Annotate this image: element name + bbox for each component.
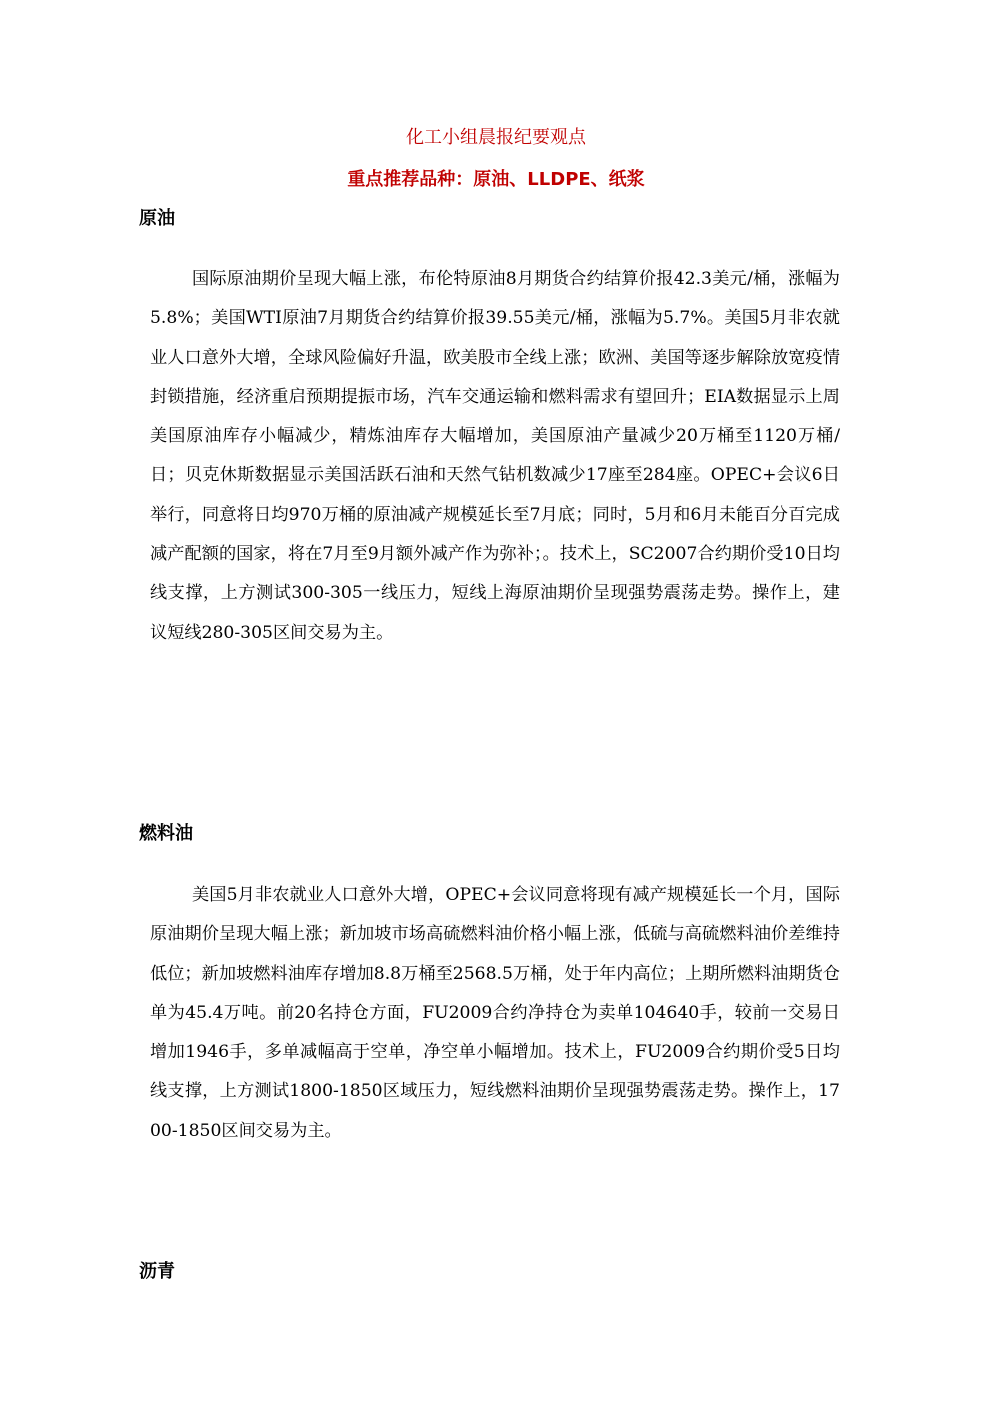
section-heading-crude-oil: 原油	[139, 208, 175, 229]
recommended-products-subtitle: 重点推荐品种：原油、LLDPE、纸浆	[347, 169, 645, 190]
section-heading-asphalt: 沥青	[139, 1261, 175, 1282]
section-body-fuel-oil: 美国5月非农就业人口意外大增，OPEC+会议同意将现有减产规模延长一个月，国际原油期价呈现大幅上涨；新加坡市场高硫燃料油价格小幅上涨，低硫与高硫燃料油价差维持低位；新加坡燃料油库存增加8.8万桶至2568.5万桶，处于年内高位；上期所燃料油期货仓单为45.4万吨。前20名持仓方面，FU2009合约净持仓为卖单104640手，较前一交易日增加1946手，多单减幅高于空单，净空单小幅增加。技术上，FU2009合约期价受5日均线支撑，上方测试1800-1850区域压力，短线燃料油期价呈现强势震荡走势。操作上，1700-1850区间交易为主。	[150, 885, 840, 1141]
section-heading-fuel-oil: 燃料油	[139, 823, 193, 844]
section-body-crude-oil: 国际原油期价呈现大幅上涨，布伦特原油8月期货合约结算价报42.3美元/桶，涨幅为5.8%；美国WTI原油7月期货合约结算价报39.55美元/桶，涨幅为5.7%。美国5月非农就业人口意外大增，全球风险偏好升温，欧美股市全线上涨；欧洲、美国等逐步解除放宽疫情封锁措施，经济重启预期提振市场，汽车交通运输和燃料需求有望回升；EIA数据显示上周美国原油库存小幅减少，精炼油库存大幅增加，美国原油产量减少20万桶至1120万桶/日；贝克休斯数据显示美国活跃石油和天然气钻机数减少17座至284座。OPEC+会议6日举行，同意将日均970万桶的原油减产规模延长至7月底；同时，5月和6月未能百分百完成减产配额的国家，将在7月至9月额外减产作为弥补；。技术上，SC2007合约期价受10日均线支撑，上方测试300-305一线压力，短线上海原油期价呈现强势震荡走势。操作上，建议短线280-305区间交易为主。	[150, 269, 840, 643]
document-title: 化工小组晨报纪要观点	[406, 127, 586, 148]
